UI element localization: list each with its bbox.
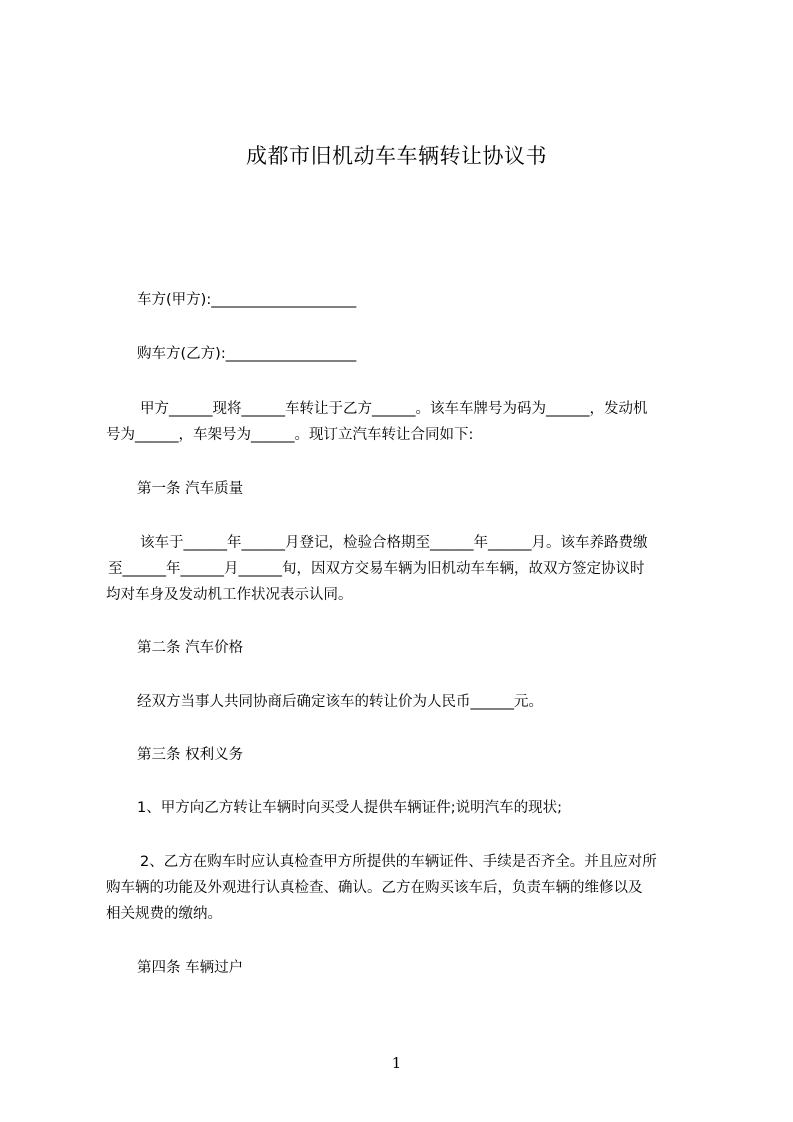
buyer-line: 购车方(乙方):__________________ — [137, 346, 357, 362]
article2-body: 经双方当事人共同协商后确定该车的转让价为人民币______元。 — [137, 694, 543, 710]
article3-item-2-line-3: 相关规费的缴纳。 — [106, 906, 222, 922]
article2-heading: 第二条 汽车价格 — [137, 640, 244, 656]
article3-heading: 第三条 权利义务 — [137, 747, 244, 763]
article3-item-1: 1、甲方向乙方转让车辆时向买受人提供车辆证件;说明汽车的现状; — [137, 800, 562, 816]
article1-line-1: 该车于______年______月登记，检验合格期至______年______月。该车养路费缴 — [140, 535, 648, 551]
article1-heading: 第一条 汽车质量 — [137, 481, 244, 497]
article4-heading: 第四条 车辆过户 — [137, 960, 244, 976]
document-title: 成都市旧机动车车辆转让协议书 — [246, 144, 547, 168]
article3-item-2-line-1: 2、乙方在购车时应认真检查甲方所提供的车辆证件、手续是否齐全。并且应对所 — [140, 854, 657, 870]
seller-line: 车方(甲方):____________________ — [137, 292, 357, 308]
intro-line-1: 甲方______现将______车转让于乙方______。该车车牌号为码为______，发动机 — [140, 401, 648, 417]
article3-item-2-line-2: 购车辆的功能及外观进行认真检查、确认。乙方在购买该车后，负责车辆的维修以及 — [106, 880, 643, 896]
intro-line-2: 号为______，车架号为______。现订立汽车转让合同如下: — [106, 427, 474, 443]
article1-line-3: 均对车身及发动机工作状况表示认同。 — [106, 587, 353, 603]
article1-line-2: 至______年______月______旬，因双方交易车辆为旧机动车车辆，故双方签定协议时 — [108, 561, 645, 577]
page-number: 1 — [391, 1054, 402, 1072]
